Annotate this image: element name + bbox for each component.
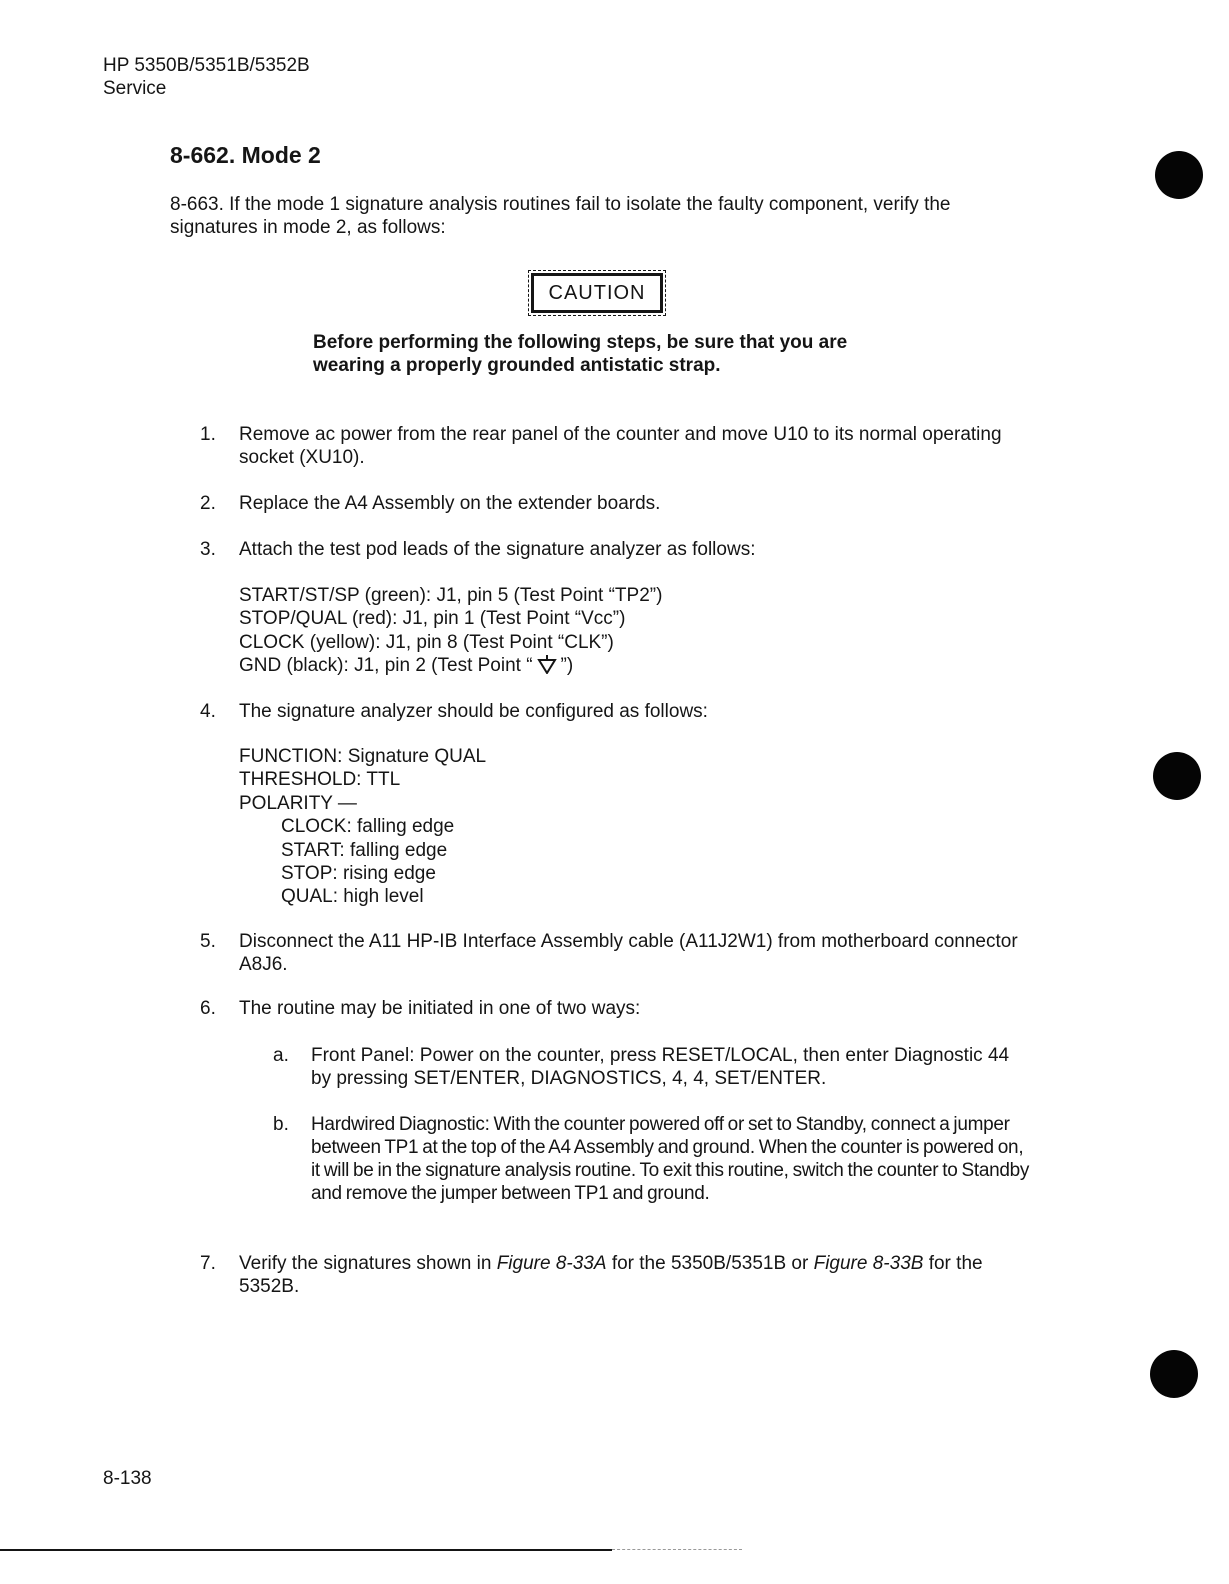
bottom-rule-faint: [612, 1549, 742, 1550]
step-text: The routine may be initiated in one of two ways:: [239, 998, 641, 1019]
gnd-lead-text-end: ”): [560, 655, 574, 677]
step-text: Disconnect the A11 HP-IB Interface Assembly cable (A11J2W1) from motherboard connector A8J6.: [239, 931, 1018, 975]
caution-label-box: [531, 273, 663, 313]
step-number: 4.: [200, 701, 216, 722]
substep-text: Front Panel: Power on the counter, press RESET/LOCAL, then enter Diagnostic 44 by pressing SET/ENTER, DIAGNOSTICS, 4, 4, SET/ENTER.: [311, 1045, 1010, 1089]
config-stop: STOP: rising edge: [281, 863, 436, 885]
figure-reference: Figure 8-33A: [496, 1253, 607, 1274]
pod-lead-gnd-line: [239, 654, 662, 680]
step-text-part: for the 5350B/5351B or: [606, 1253, 814, 1274]
figure-reference: Figure 8-33B: [813, 1253, 924, 1274]
caution-label: CAUTION: [548, 281, 646, 304]
substep-text: Hardwired Diagnostic: With the counter powered off or set to Standby, connect a jumper between TP1 at the top of the A4 Assembly and ground. When the counter is powered on, it will be in the signature analysis routine. To exit this routine, switch the counter to Standby and remove the jumper between TP1 and ground.: [311, 1114, 1030, 1204]
step-number: 7.: [200, 1253, 216, 1274]
ground-symbol-icon: [537, 654, 557, 680]
step-number: 5.: [200, 931, 216, 952]
binder-hole: [1155, 151, 1203, 199]
step-number: 2.: [200, 493, 216, 514]
step-text: The signature analyzer should be configured as follows:: [239, 701, 708, 722]
pod-lead-line: STOP/QUAL (red): J1, pin 1 (Test Point “Vcc”): [239, 608, 626, 630]
document-section-header: Service: [103, 78, 167, 99]
substep-letter: b.: [273, 1114, 289, 1135]
step-text-part: for the 5352B.: [239, 1253, 983, 1297]
config-function: FUNCTION: Signature QUAL: [239, 746, 487, 767]
section-title: 8-662. Mode 2: [170, 142, 321, 168]
gnd-lead-text: GND (black): J1, pin 2 (Test Point “: [239, 655, 533, 677]
intro-paragraph: 8-663. If the mode 1 signature analysis routines fail to isolate the faulty component, verify the signatures in mode 2, as follows:: [170, 194, 951, 238]
step-text: Attach the test pod leads of the signature analyzer as follows:: [239, 539, 756, 560]
config-qual: QUAL: high level: [281, 886, 424, 908]
analyzer-config-list: [239, 745, 486, 909]
config-clock: CLOCK: falling edge: [281, 816, 455, 838]
config-start: START: falling edge: [281, 839, 448, 861]
config-polarity: POLARITY —: [239, 792, 357, 814]
page-number: 8-138: [103, 1468, 152, 1489]
step-text-part: Verify the signatures shown in: [239, 1253, 497, 1274]
substep-letter: a.: [273, 1045, 289, 1066]
step-text: Remove ac power from the rear panel of the counter and move U10 to its normal operating socket (XU10).: [239, 424, 1002, 468]
config-threshold: THRESHOLD: TTL: [239, 769, 401, 791]
pod-lead-line: CLOCK (yellow): J1, pin 8 (Test Point “CLK”): [239, 631, 614, 653]
step-number: 1.: [200, 424, 216, 445]
binder-hole: [1150, 1350, 1198, 1398]
step-text: [239, 1252, 1034, 1298]
caution-text: Before performing the following steps, be sure that you are wearing a properly grounded antistatic strap.: [313, 332, 848, 376]
pod-lead-line: START/ST/SP (green): J1, pin 5 (Test Point “TP2”): [239, 585, 663, 606]
bottom-rule: [0, 1549, 612, 1551]
step-text: Replace the A4 Assembly on the extender boards.: [239, 493, 661, 514]
document-model-header: HP 5350B/5351B/5352B: [103, 55, 310, 76]
pod-leads-list: [239, 584, 662, 681]
step-number: 3.: [200, 539, 216, 560]
binder-hole: [1153, 752, 1201, 800]
step-number: 6.: [200, 998, 216, 1019]
